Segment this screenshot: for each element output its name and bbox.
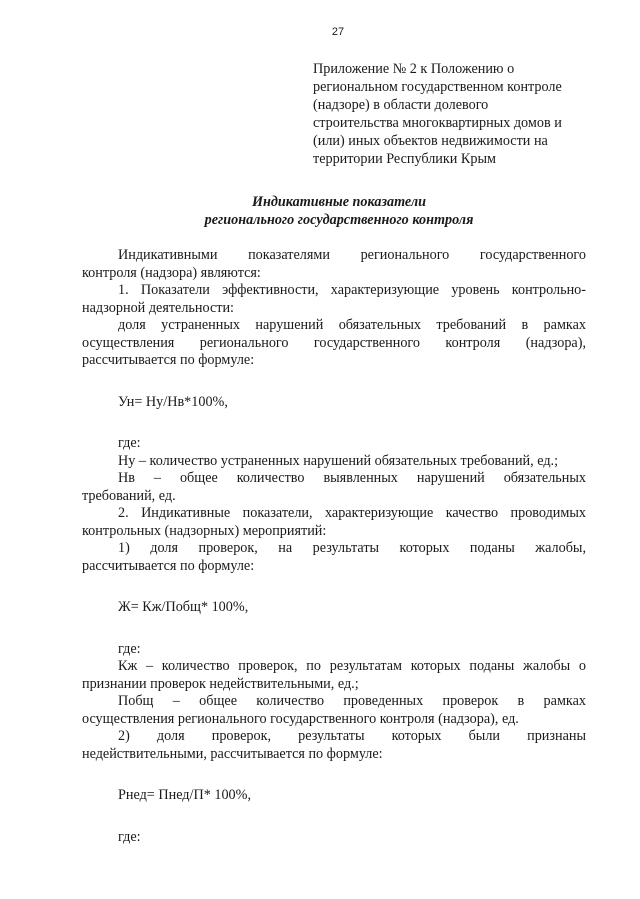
definition-nv: Нв – общее количество выявленных нарушений обязательных [118, 470, 586, 486]
appendix-line: Приложение № 2 к Положению о [313, 61, 515, 77]
item-2-2-description-cont: недействительными, рассчитывается по формуле: [82, 745, 383, 762]
where-label: где: [118, 828, 141, 845]
appendix-line: региональном государственном контроле [313, 79, 562, 95]
item-2-1-description-cont: рассчитывается по формуле: [82, 557, 255, 574]
document-title [0, 193, 640, 229]
formula-un: Ун= Ну/Нв*100%, [118, 393, 228, 410]
appendix-line: строительства многоквартирных домов и [313, 115, 562, 131]
definition-ny: Ну – количество устраненных нарушений обязательных требований, ед.; [118, 452, 559, 469]
appendix-line: территории Республики Крым [313, 151, 496, 167]
where-label: где: [118, 435, 141, 451]
appendix-line: (надзоре) в области долевого [313, 97, 489, 113]
formula-rned: Рнед= Пнед/П* 100%, [118, 787, 252, 803]
item-2-2-description: 2) доля проверок, результаты которых были признаны [118, 728, 586, 744]
item-1-description: доля устраненных нарушений обязательных требований в рамках [118, 317, 586, 333]
title-line: регионального государственного контроля [204, 212, 474, 228]
where-label: где: [118, 640, 141, 657]
item-2-heading-cont: контрольных (надзорных) мероприятий: [82, 522, 327, 539]
item-1-description: осуществления регионального государственного контроля (надзора), [82, 334, 586, 351]
title-line: Индикативные показатели [251, 194, 427, 210]
item-2-1-description: 1) доля проверок, на результаты которых поданы жалобы, [118, 540, 586, 556]
item-1-heading-cont: надзорной деятельности: [82, 299, 234, 316]
item-1-description: рассчитывается по формуле: [82, 352, 255, 368]
document-body [82, 247, 586, 846]
appendix-header [313, 60, 613, 168]
formula-zh: Ж= Кж/Побщ* 100%, [118, 599, 249, 615]
item-2-heading: 2. Индикативные показатели, характеризующие качество проводимых [118, 505, 586, 521]
definition-kzh-cont: признании проверок недействительными, ед.; [82, 675, 359, 692]
intro-line: Индикативными показателями регионального государственного [118, 247, 586, 263]
definition-pobsh: Побщ – общее количество проведенных проверок в рамках [118, 693, 586, 709]
definition-pobsh-cont: осуществления регионального государственного контроля (надзора), ед. [82, 710, 519, 727]
appendix-line: (или) иных объектов недвижимости на [313, 133, 548, 149]
definition-nv-cont: требований, ед. [82, 487, 176, 504]
page-number: 27 [331, 26, 345, 38]
definition-kzh: Кж – количество проверок, по результатам которых поданы жалобы о [118, 658, 586, 674]
item-1-heading: 1. Показатели эффективности, характеризующие уровень контрольно- [118, 282, 586, 298]
intro-line: контроля (надзора) являются: [82, 264, 261, 281]
